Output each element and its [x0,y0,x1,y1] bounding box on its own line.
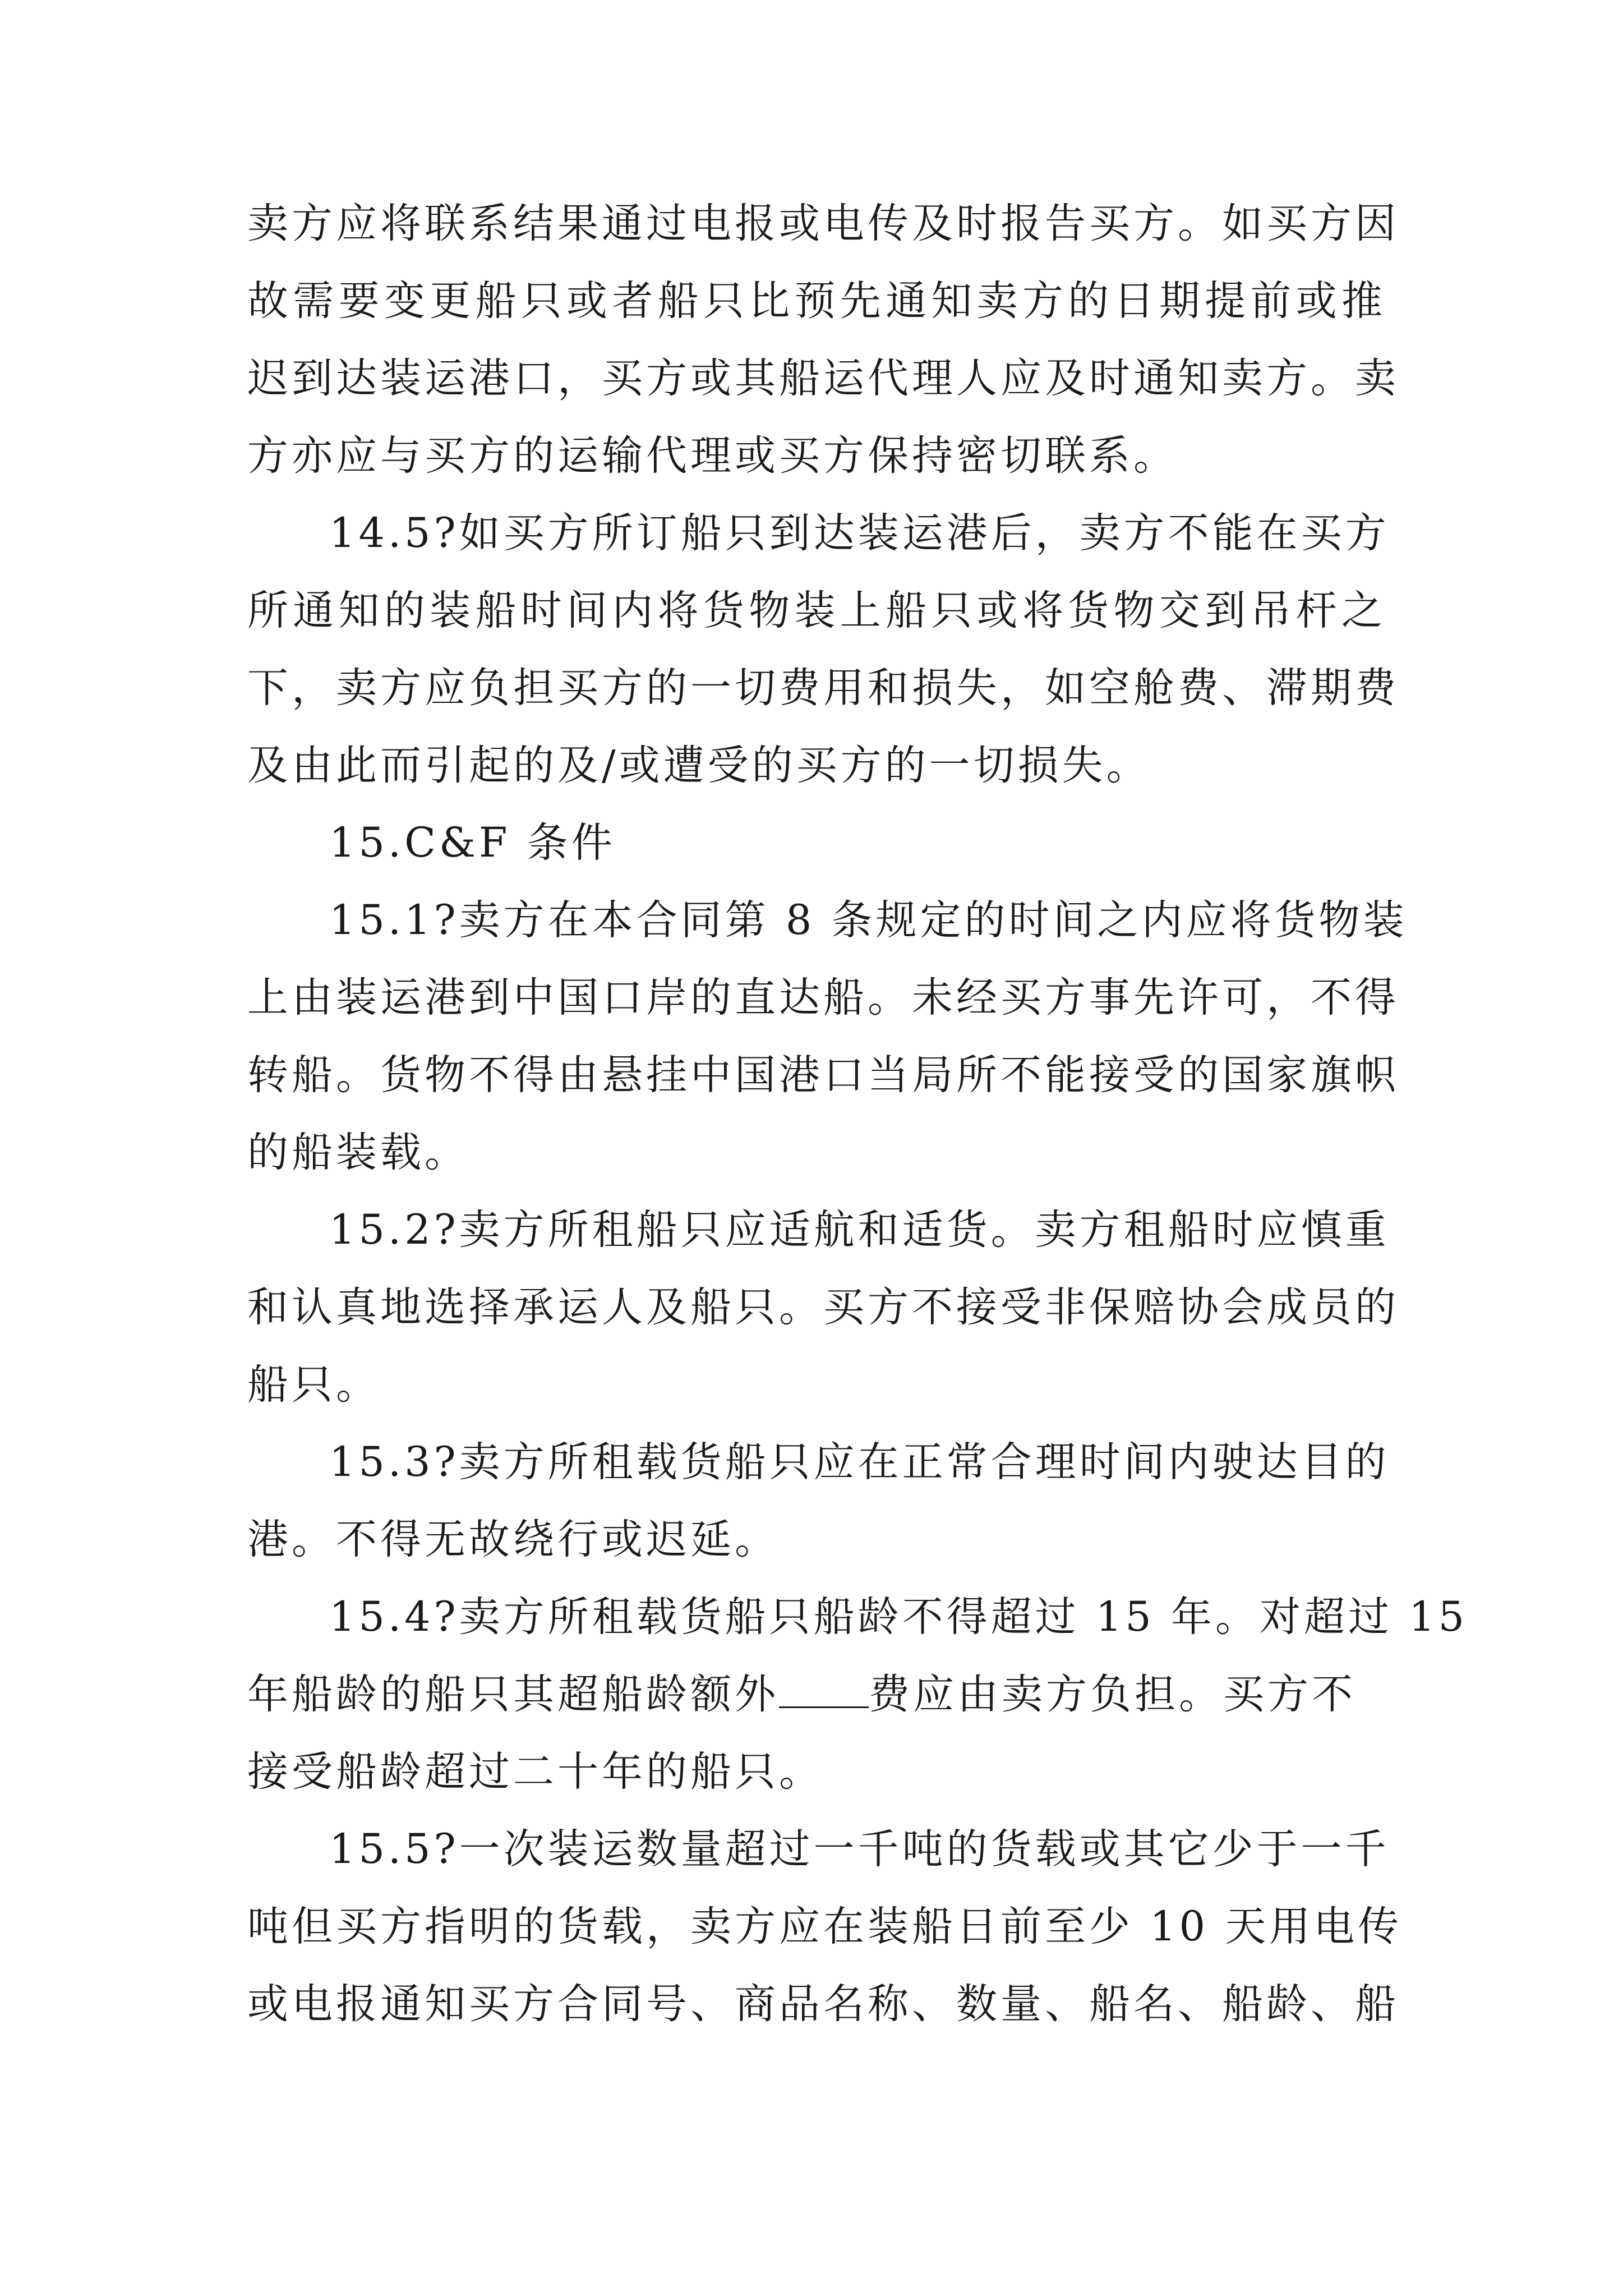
text-line: 吨但买方指明的货载，卖方应在装船日前至少 10 天用电传 [247,1903,1403,1950]
text-line: 转船。货物不得由悬挂中国港口当局所不能接受的国家旗帜 [247,1051,1399,1099]
clause-14-5: 14.5?如买方所订船只到达装运港后，卖方不能在买方 [329,509,1390,557]
text-line: 接受船龄超过二十年的船只。 [247,1748,823,1796]
text-line: 或电报通知买方合同号、商品名称、数量、船名、船龄、船 [247,1980,1399,2028]
document-body [247,185,1468,2043]
text-line: 的船装载。 [247,1129,469,1176]
text-line: 港。不得无故绕行或迟延。 [247,1516,779,1563]
text-line: 和认真地选择承运人及船只。买方不接受非保赔协会成员的 [247,1283,1399,1331]
clause-15-3: 15.3?卖方所租载货船只应在正常合理时间内驶达目的 [329,1438,1390,1486]
text-line: 故需要变更船只或者船只比预先通知卖方的日期提前或推 [247,277,1386,325]
clause-15-1: 15.1?卖方在本合同第 8 条规定的时间之内应将货物装 [329,896,1408,944]
clause-15-4: 15.4?卖方所租载货船只船龄不得超过 15 年。对超过 15 [329,1593,1468,1641]
text-line-with-blank [247,1656,1386,1733]
text-line: 下，卖方应负担买方的一切费用和损失，如空舱费、滞期费 [247,664,1399,712]
section-heading-15: 15.C&F 条件 [329,819,616,867]
fill-in-blank [779,1673,869,1708]
text-segment: 费应由卖方负担。买方不 [869,1671,1356,1718]
text-line: 方亦应与买方的运输代理或买方保持密切联系。 [247,432,1178,480]
text-line: 卖方应将联系结果通过电报或电传及时报告买方。如买方因 [247,200,1399,247]
text-line: 船只。 [247,1361,380,1409]
clause-15-5: 15.5?一次装运数量超过一千吨的货载或其它少于一千 [329,1825,1390,1873]
clause-15-2: 15.2?卖方所租船只应适航和适货。卖方租船时应慎重 [329,1206,1390,1254]
text-line: 所通知的装船时间内将货物装上船只或将货物交到吊杆之 [247,587,1386,634]
text-segment: 年船龄的船只其超船龄额外 [247,1671,779,1718]
text-line: 上由装运港到中国口岸的直达船。未经买方事先许可，不得 [247,974,1399,1022]
text-line: 及由此而引起的及/或遭受的买方的一切损失。 [247,742,1151,789]
text-line: 迟到达装运港口，买方或其船运代理人应及时通知卖方。卖 [247,355,1399,402]
